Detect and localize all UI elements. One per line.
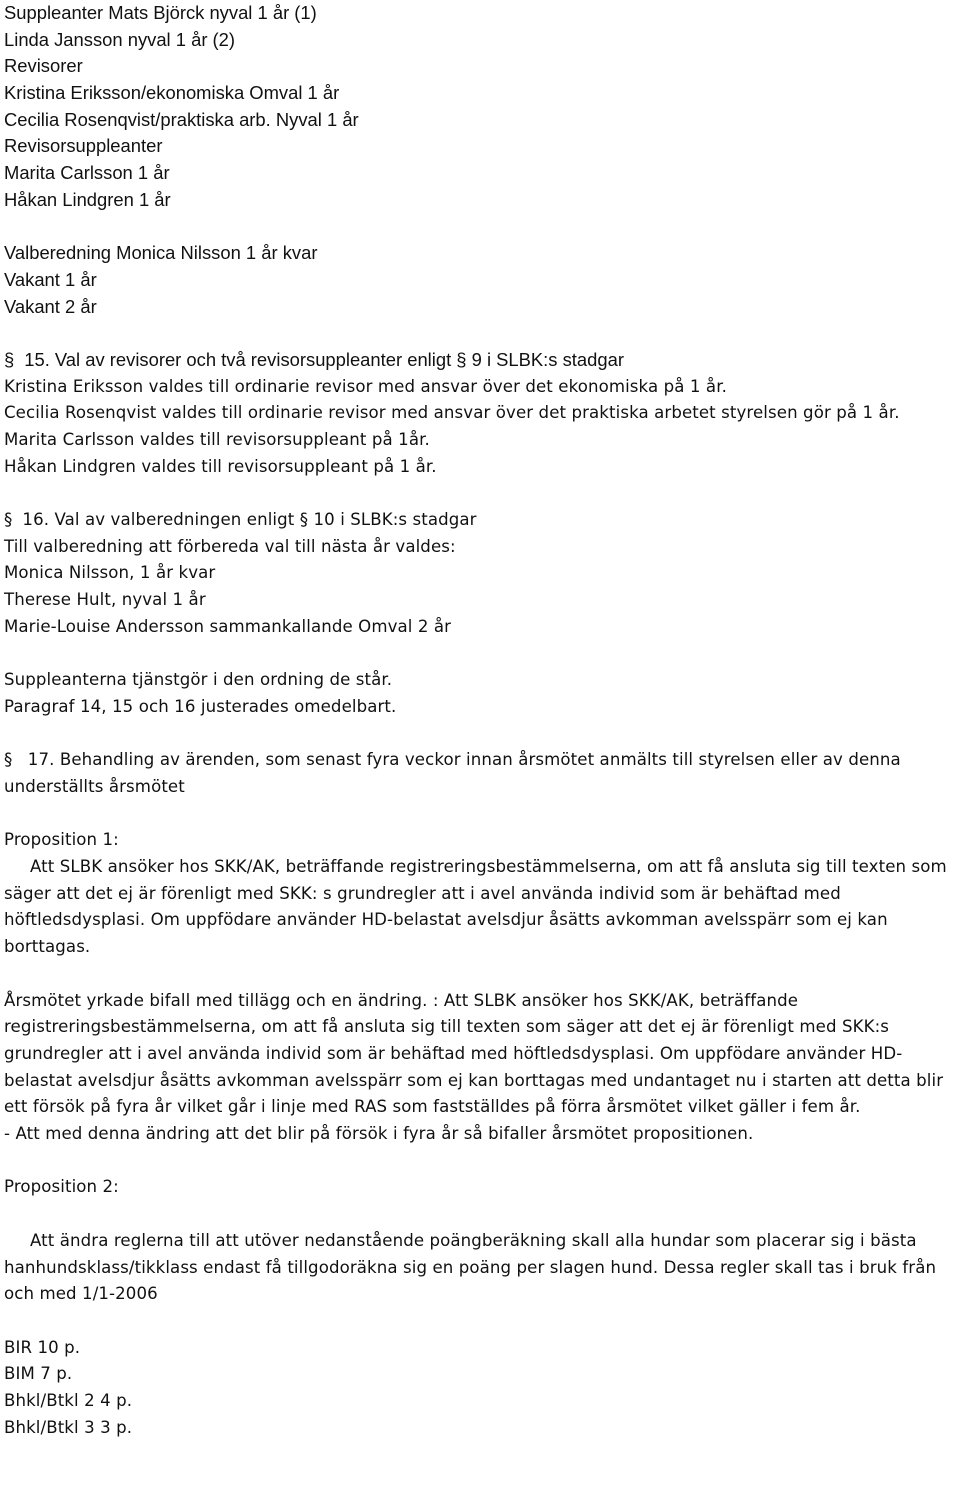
- decision-note: - Att med denna ändring att det blir på försök i fyra år så bifaller årsmötet propositionen.: [4, 1124, 754, 1144]
- section-16: [4, 507, 958, 721]
- top-list: [4, 0, 958, 133]
- proposition-text: Att SLBK ansöker hos SKK/AK, beträffande registreringsbestämmelserna, om att få ansluta sig till texten som säger att det ej är förenligt med SKK: s grundregler att i avel använda individ som är behäftad med höftledsdysplasi. Om uppfödare använder HD-belastat avelsdjur åsätts avkomman avelsspärr som ej kan borttagas.: [4, 857, 947, 957]
- points-item: Bhkl/Btkl 3 3 p.: [4, 1417, 133, 1437]
- revisorsuppleanter-block: [4, 133, 958, 213]
- section-title: 15. Val av revisorer och två revisorsuppleanter enligt § 9 i SLBK:s stadgar: [24, 348, 624, 370]
- proposition-1: [4, 827, 958, 1147]
- section-heading: [4, 347, 958, 374]
- list-item: Kristina Eriksson/ekonomiska Omval 1 år: [4, 82, 340, 104]
- paragraph-line: Suppleanterna tjänstgör i den ordning de står.: [4, 670, 393, 690]
- valberedning-block: [4, 240, 958, 320]
- list-item: Linda Jansson nyval 1 år (2): [4, 28, 236, 50]
- document-page: [4, 0, 958, 1441]
- paragraph-line: Therese Hult, nyval 1 år: [4, 590, 206, 610]
- section-title: 16. Val av valberedningen enligt § 10 i SLBK:s stadgar: [22, 510, 477, 530]
- paragraph-line: Paragraf 14, 15 och 16 justerades omedelbart.: [4, 696, 397, 716]
- paragraph: Cecilia Rosenqvist valdes till ordinarie revisor med ansvar över det praktiska arbetet styrelsen gör på 1 år.: [4, 403, 900, 423]
- section-heading: [4, 747, 952, 800]
- list-item: Marita Carlsson 1 år: [4, 162, 170, 184]
- list-item: Cecilia Rosenqvist/praktiska arb. Nyval 1 år: [4, 108, 359, 130]
- decision-text: Årsmötet yrkade bifall med tillägg och en ändring. : Att SLBK ansöker hos SKK/AK, beträffande registreringsbestämmelserna, om att få ansluta sig till texten som säger att det ej är förenligt med SKK:s grundregler att i avel använda individ som är behäftad med höftledsdysplasi. Om uppfödare använder HD-belastat avelsdjur åsätts avkomman avelsspärr som ej kan borttagas med undantaget nu i starten att detta blir ett försök på fyra år vilket går i linje med RAS som fastställdes på förra årsmötet vilket gäller i fem år.: [4, 990, 944, 1117]
- paragraph-line: Monica Nilsson, 1 år kvar: [4, 563, 216, 583]
- section-symbol: §: [4, 510, 13, 530]
- section-symbol: §: [4, 750, 13, 770]
- paragraph-line: Håkan Lindgren valdes till revisorsuppleant på 1 år.: [4, 456, 437, 476]
- paragraph-line: Marita Carlsson valdes till revisorsuppleant på 1år.: [4, 430, 430, 450]
- list-item: Suppleanter Mats Björck nyval 1 år (1): [4, 2, 317, 23]
- section-15: [4, 347, 958, 480]
- proposition-title: Proposition 2:: [4, 1177, 119, 1197]
- proposition-title: Proposition 1:: [4, 830, 119, 850]
- proposition-text: Att ändra reglerna till att utöver nedanstående poängberäkning skall alla hundar som placerar sig i bästa hanhundsklass/tikklass endast få tillgodoräkna sig en poäng per slagen hund. Dessa regler skall tas i bruk från och med 1/1-2006: [4, 1230, 937, 1304]
- list-item: Håkan Lindgren 1 år: [4, 188, 171, 210]
- points-item: Bhkl/Btkl 2 4 p.: [4, 1390, 133, 1410]
- proposition-2: [4, 1174, 958, 1441]
- list-item: Vakant 2 år: [4, 295, 97, 317]
- list-item: Revisorer: [4, 55, 83, 77]
- section-title: 17. Behandling av ärenden, som senast fyra veckor innan årsmötet anmälts till styrelsen eller av denna underställts årsmötet: [4, 750, 901, 796]
- paragraph-line: Marie-Louise Andersson sammankallande Omval 2 år: [4, 616, 452, 636]
- points-item: BIR 10 p.: [4, 1337, 81, 1357]
- paragraph-line: Kristina Eriksson valdes till ordinarie revisor med ansvar över det ekonomiska på 1 år.: [4, 376, 727, 396]
- list-item: Valberedning Monica Nilsson 1 år kvar: [4, 242, 318, 264]
- section-symbol: §: [4, 348, 15, 370]
- section-heading: [4, 507, 958, 534]
- section-17: [4, 747, 958, 800]
- list-item: Vakant 1 år: [4, 268, 97, 290]
- paragraph-line: Till valberedning att förbereda val till nästa år valdes:: [4, 536, 456, 556]
- points-item: BIM 7 p.: [4, 1364, 73, 1384]
- revisorsuppleanter-heading: Revisorsuppleanter: [4, 135, 163, 157]
